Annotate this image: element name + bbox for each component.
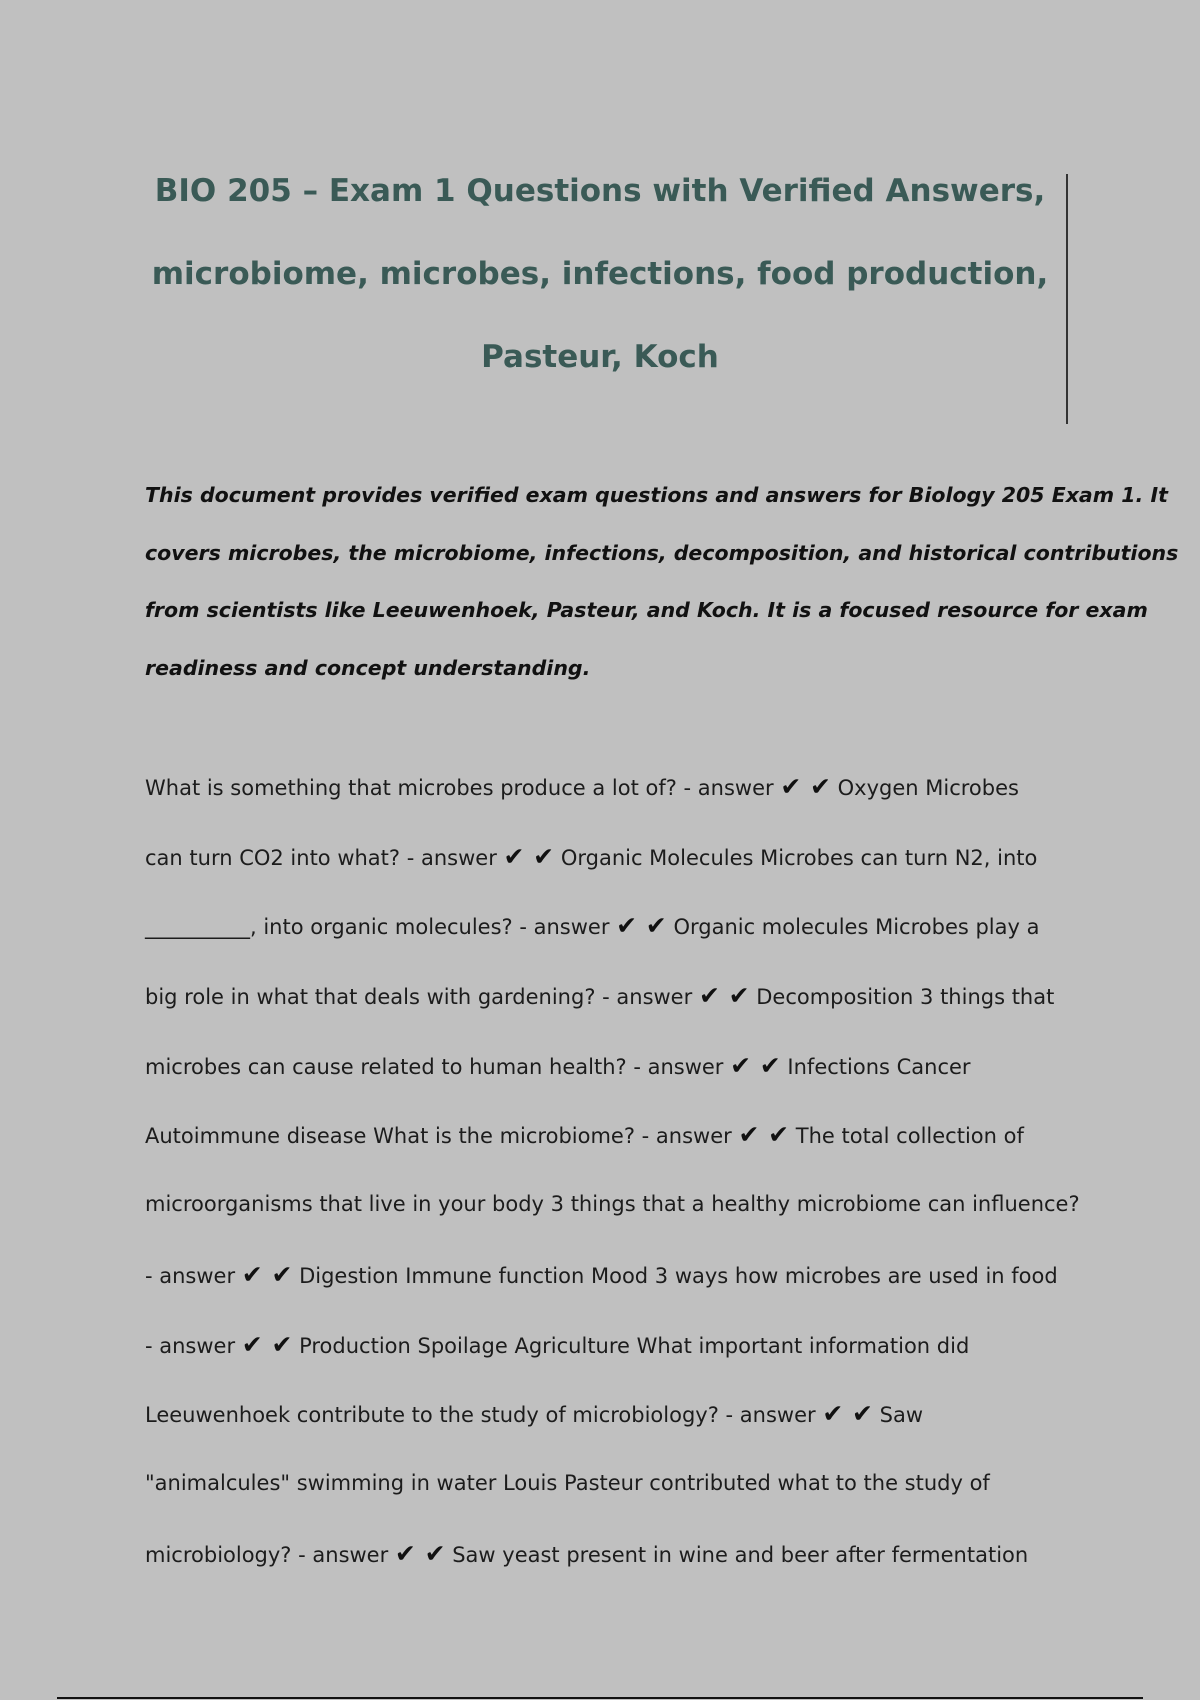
check-mark-icon: ✔ ✔ bbox=[241, 1329, 293, 1359]
qa-question-text: - answer bbox=[145, 1333, 236, 1358]
qa-answer-text: Infections Cancer bbox=[787, 1054, 971, 1079]
check-mark-icon: ✔ ✔ bbox=[738, 1120, 790, 1150]
summary-line: This document provides verified exam questions and answers for Biology 205 Exam 1. It bbox=[145, 483, 1168, 507]
check-mark-icon: ✔ ✔ bbox=[503, 841, 555, 871]
qa-answer-text: Oxygen Microbes bbox=[837, 776, 1019, 800]
document-summary bbox=[145, 467, 1179, 697]
qa-question-text: Leeuwenhoek contribute to the study of microbiology? - answer bbox=[145, 1403, 816, 1428]
title-line: microbiome, microbes, infections, food production, bbox=[151, 256, 1049, 292]
qa-question-text: microorganisms that live in your body 3 things that a healthy microbiome can influence? bbox=[145, 1192, 1080, 1217]
qa-answer-text: Organic Molecules Microbes can turn N2, into bbox=[560, 845, 1038, 870]
qa-answer-text: The total collection of bbox=[795, 1124, 1024, 1149]
qa-line bbox=[145, 1170, 1080, 1240]
summary-line: from scientists like Leeuwenhoek, Pasteur, and Koch. It is a focused resource for exam bbox=[145, 598, 1148, 622]
qa-line bbox=[145, 1379, 1065, 1449]
qa-line bbox=[145, 1519, 1065, 1589]
qa-question-text: microbes can cause related to human health? - answer bbox=[145, 1054, 724, 1079]
qa-question-text: What is something that microbes produce a lot of? - answer bbox=[145, 776, 774, 800]
qa-line bbox=[145, 891, 1065, 961]
qa-line bbox=[145, 752, 1065, 822]
summary-line: covers microbes, the microbiome, infections, decomposition, and historical contributions bbox=[145, 540, 1179, 565]
qa-question-text: Autoimmune disease What is the microbiome? - answer bbox=[145, 1124, 732, 1149]
check-mark-icon: ✔ ✔ bbox=[616, 911, 667, 941]
qa-line bbox=[145, 1100, 1065, 1170]
qa-answer-text: Decomposition 3 things that bbox=[756, 985, 1055, 1010]
qa-answer-text: Saw yeast present in wine and beer after fermentation bbox=[452, 1542, 1029, 1567]
check-mark-icon: ✔ ✔ bbox=[241, 1259, 293, 1289]
check-mark-icon: ✔ ✔ bbox=[394, 1538, 446, 1568]
qa-body bbox=[145, 752, 1080, 1588]
qa-answer-text: Digestion Immune function Mood 3 ways how microbes are used in food bbox=[299, 1263, 1058, 1288]
qa-question-text: can turn CO2 into what? - answer bbox=[145, 845, 497, 870]
qa-question-text: big role in what that deals with gardening? - answer bbox=[145, 985, 693, 1010]
document-title bbox=[130, 150, 1070, 399]
check-mark-icon: ✔ ✔ bbox=[698, 981, 750, 1011]
qa-answer-text: Production Spoilage Agriculture What important information did bbox=[299, 1333, 970, 1358]
vertical-divider bbox=[1066, 174, 1068, 424]
qa-answer-text: Organic molecules Microbes play a bbox=[673, 915, 1040, 940]
qa-question-text: "animalcules" swimming in water Louis Pasteur contributed what to the study of bbox=[145, 1470, 990, 1495]
summary-line: readiness and concept understanding. bbox=[145, 655, 591, 680]
page-bottom-rule bbox=[57, 1697, 1143, 1699]
title-line: Pasteur, Koch bbox=[481, 339, 719, 375]
qa-line bbox=[145, 1031, 1065, 1101]
qa-line bbox=[145, 1240, 1065, 1310]
qa-question-text: microbiology? - answer bbox=[145, 1542, 389, 1567]
qa-line bbox=[145, 822, 1065, 892]
qa-question-text: __________, into organic molecules? - answer bbox=[145, 915, 610, 940]
qa-answer-text: Saw bbox=[879, 1403, 923, 1428]
check-mark-icon: ✔ ✔ bbox=[780, 772, 831, 801]
qa-line bbox=[145, 1449, 1065, 1519]
title-line: BIO 205 – Exam 1 Questions with Verified Answers, bbox=[154, 173, 1046, 209]
qa-line bbox=[145, 1310, 1065, 1380]
qa-question-text: - answer bbox=[145, 1263, 236, 1288]
check-mark-icon: ✔ ✔ bbox=[730, 1050, 781, 1080]
check-mark-icon: ✔ ✔ bbox=[822, 1399, 873, 1429]
qa-line bbox=[145, 961, 1065, 1031]
